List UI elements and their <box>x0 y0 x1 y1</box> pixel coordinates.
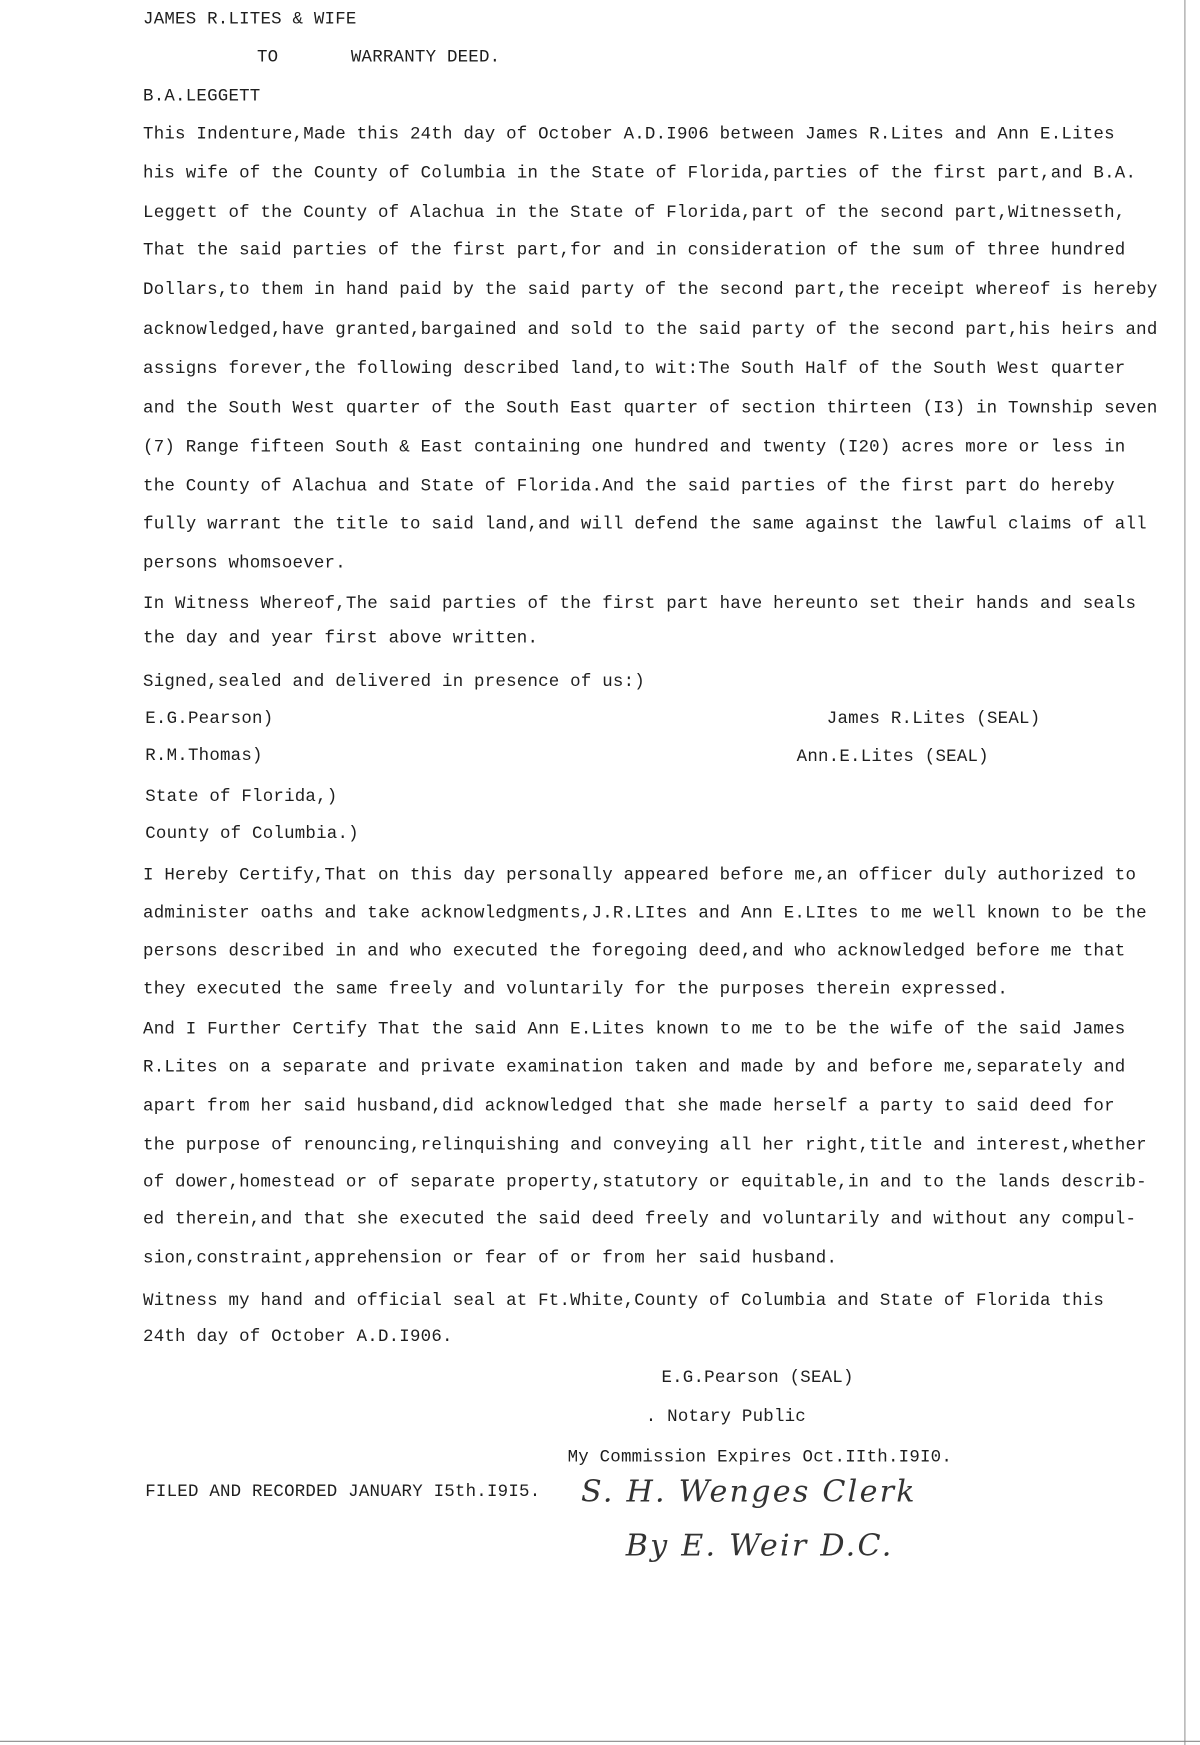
certificate-line-11: sion,constraint,apprehension or fear of or from her said husband. <box>143 1248 838 1269</box>
grantee: B.A.LEGGETT <box>143 86 261 107</box>
grantor: JAMES R.LITES & WIFE <box>143 8 357 30</box>
certificate-line-3: persons described in and who executed the foregoing deed,and who acknowledged before me that <box>143 940 1126 961</box>
page-edge-line <box>1184 0 1185 1745</box>
body-line-5: Dollars,to them in hand paid by the said party of the second part,the receipt whereof is hereby <box>143 279 1158 300</box>
body-line-9: (7) Range fifteen South & East containing one hundred and twenty (I20) acres more or less in <box>143 436 1126 457</box>
to-label: TO <box>256 46 279 68</box>
filed-recorded: FILED AND RECORDED JANUARY I5th.I9I5. <box>145 1481 541 1502</box>
clerk-signature: S. H. Wenges Clerk <box>580 1474 917 1510</box>
certificate-line-4: they executed the same freely and voluntarily for the purposes therein expressed. <box>143 978 1009 999</box>
certificate-line-10: ed therein,and that she executed the said deed freely and voluntarily and without any compul- <box>143 1208 1137 1230</box>
body-line-1: This Indenture,Made this 24th day of October A.D.I906 between James R.Lites and Ann E.Lites <box>143 124 1115 145</box>
certificate-line-6: R.Lites on a separate and private examination taken and made by and before me,separately and <box>143 1056 1126 1078</box>
page-bottom-line <box>0 1741 1200 1742</box>
body-line-6: acknowledged,have granted,bargained and sold to the said party of the second part,his heirs and <box>143 319 1158 340</box>
signer-2: Ann.E.Lites (SEAL) <box>796 746 989 767</box>
body-line-11: fully warrant the title to said land,and will defend the same against the lawful claims of all <box>143 513 1147 535</box>
body-line-15: Signed,sealed and delivered in presence of us:) <box>143 671 645 692</box>
certificate-line-2: administer oaths and take acknowledgments,J.R.LItes and Ann E.LItes to me well known to be the <box>143 902 1147 923</box>
witness-2: R.M.Thomas) <box>145 745 263 766</box>
body-line-10: the County of Alachua and State of Florida.And the said parties of the first part do hereby <box>143 475 1115 497</box>
certificate-line-12: Witness my hand and official seal at Ft.White,County of Columbia and State of Florida this <box>143 1290 1105 1311</box>
document-type: WARRANTY DEED. <box>350 46 501 68</box>
notary-title: . Notary Public <box>645 1406 806 1427</box>
body-line-3: Leggett of the County of Alachua in the State of Florida,part of the second part,Witnesseth, <box>143 202 1126 223</box>
certificate-line-1: I Hereby Certify,That on this day personally appeared before me,an officer duly authorized to <box>143 864 1137 885</box>
body-line-2: his wife of the County of Columbia in the State of Florida,parties of the first part,and B.A. <box>143 163 1137 184</box>
deputy-clerk-signature: By E. Weir D.C. <box>625 1528 894 1564</box>
body-line-4: That the said parties of the first part,for and in consideration of the sum of three hundred <box>143 240 1126 261</box>
notary-name: E.G.Pearson (SEAL) <box>661 1367 854 1388</box>
body-line-14: the day and year first above written. <box>143 627 539 649</box>
body-line-7: assigns forever,the following described land,to wit:The South Half of the South West quarter <box>143 358 1126 379</box>
certificate-line-13: 24th day of October A.D.I906. <box>143 1326 453 1347</box>
body-line-8: and the South West quarter of the South East quarter of section thirteen (I3) in Township seven <box>143 397 1158 418</box>
certificate-line-8: the purpose of renouncing,relinquishing and conveying all her right,title and interest,whether <box>143 1135 1147 1156</box>
body-line-12: persons whomsoever. <box>143 553 346 574</box>
witness-1: E.G.Pearson) <box>145 708 274 729</box>
certificate-line-7: apart from her said husband,did acknowledged that she made herself a party to said deed for <box>143 1096 1115 1117</box>
certificate-line-9: of dower,homestead or of separate property,statutory or equitable,in and to the lands describ- <box>143 1172 1147 1193</box>
venue-state: State of Florida,) <box>145 786 338 807</box>
signer-1: James R.Lites (SEAL) <box>826 708 1041 729</box>
body-line-13: In Witness Whereof,The said parties of the first part have hereunto set their hands and seals <box>143 593 1137 614</box>
venue-county: County of Columbia.) <box>145 823 359 844</box>
certificate-line-5: And I Further Certify That the said Ann E.Lites known to me to be the wife of the said James <box>143 1018 1126 1040</box>
notary-commission: My Commission Expires Oct.IIth.I9I0. <box>567 1446 953 1468</box>
